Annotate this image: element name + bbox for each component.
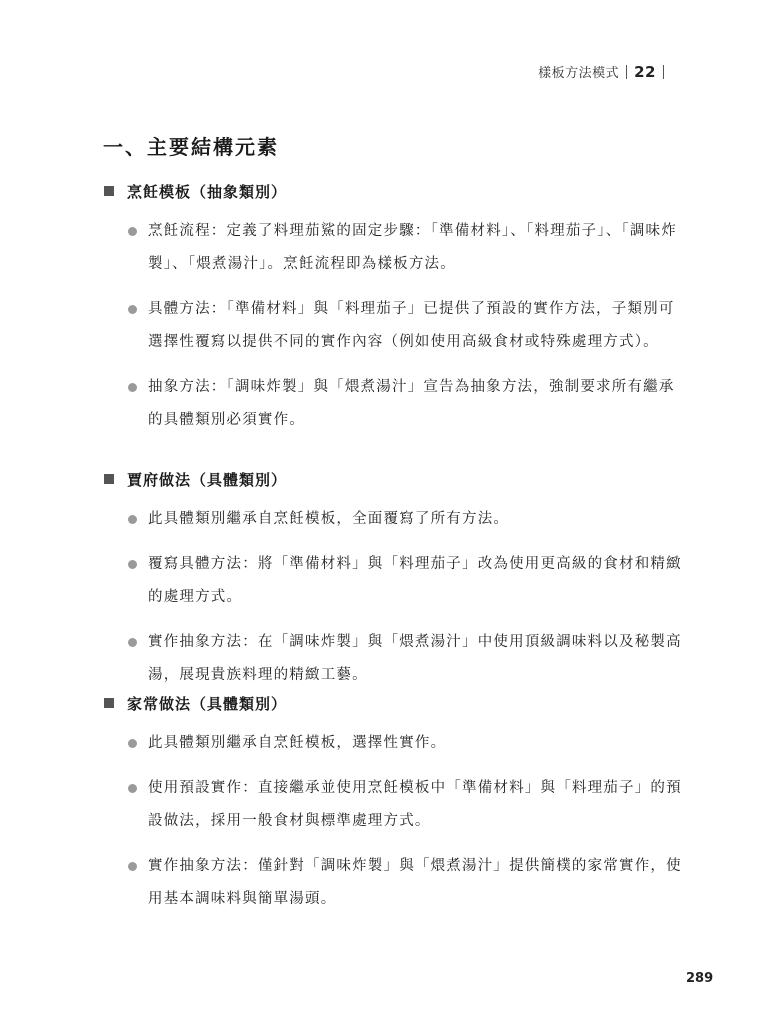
section-heading xyxy=(104,179,684,203)
section-home-style-method xyxy=(104,691,684,916)
chapter-title: 樣板方法模式 xyxy=(538,66,620,81)
square-bullet-icon xyxy=(104,474,114,484)
list-item xyxy=(104,626,684,692)
section-jia-mansion-method xyxy=(104,467,684,692)
list-item-text: 覆寫具體方法：將「準備材料」與「料理茄子」改為使用更高級的食材和精緻的處理方式。 xyxy=(148,556,682,605)
bullet-list xyxy=(104,215,684,437)
list-item xyxy=(104,772,684,838)
bullet-list xyxy=(104,727,684,916)
dot-bullet-icon xyxy=(128,784,137,793)
dot-bullet-icon xyxy=(128,383,137,392)
list-item-text: 此具體類別繼承自烹飪模板，全面覆寫了所有方法。 xyxy=(148,511,510,527)
section-heading-text: 賈府做法（具體類別） xyxy=(127,470,288,489)
dot-bullet-icon xyxy=(128,862,137,871)
section-heading-text: 家常做法（具體類別） xyxy=(127,694,288,713)
list-item-text: 使用預設實作：直接繼承並使用烹飪模板中「準備材料」與「料理茄子」的預設做法，採用一般食材與標準處理方式。 xyxy=(148,780,682,829)
page-number: 289 xyxy=(686,971,714,986)
dot-bullet-icon xyxy=(128,305,137,314)
dot-bullet-icon xyxy=(128,515,137,524)
section-heading xyxy=(104,467,684,491)
chapter-number: 22 xyxy=(634,62,656,81)
list-item-text: 具體方法：「準備材料」與「料理茄子」已提供了預設的實作方法，子類別可選擇性覆寫以提供不同的實作內容（例如使用高級食材或特殊處理方式）。 xyxy=(148,301,675,350)
section-heading-text: 烹飪模板（抽象類別） xyxy=(127,182,288,201)
list-item-text: 抽象方法：「調味炸製」與「煨煮湯汁」宣告為抽象方法，強制要求所有繼承的具體類別必須實作。 xyxy=(148,379,675,428)
dot-bullet-icon xyxy=(128,560,137,569)
square-bullet-icon xyxy=(104,186,114,196)
list-item xyxy=(104,293,684,359)
dot-bullet-icon xyxy=(128,227,137,236)
list-item xyxy=(104,503,684,536)
list-item-text: 實作抽象方法：僅針對「調味炸製」與「煨煮湯汁」提供簡樸的家常實作，使用基本調味料與簡單湯頭。 xyxy=(148,858,682,907)
page-title: 一、主要結構元素 xyxy=(103,135,279,159)
list-item xyxy=(104,548,684,614)
bullet-list xyxy=(104,503,684,692)
list-item xyxy=(104,727,684,760)
list-item xyxy=(104,215,684,281)
square-bullet-icon xyxy=(104,698,114,708)
list-item xyxy=(104,371,684,437)
dot-bullet-icon xyxy=(128,638,137,647)
header-divider xyxy=(626,65,627,79)
running-header xyxy=(538,62,671,81)
dot-bullet-icon xyxy=(128,739,137,748)
section-heading xyxy=(104,691,684,715)
section-cooking-template xyxy=(104,179,684,437)
list-item-text: 此具體類別繼承自烹飪模板，選擇性實作。 xyxy=(148,735,447,751)
list-item-text: 實作抽象方法：在「調味炸製」與「煨煮湯汁」中使用頂級調味料以及秘製高湯，展現貴族料理的精緻工藝。 xyxy=(148,634,682,683)
list-item xyxy=(104,850,684,916)
list-item-text: 烹飪流程：定義了料理茄鯊的固定步驟：「準備材料」、「料理茄子」、「調味炸製」、「煨煮湯汁」。烹飪流程即為樣板方法。 xyxy=(148,223,677,272)
header-divider xyxy=(663,65,664,79)
